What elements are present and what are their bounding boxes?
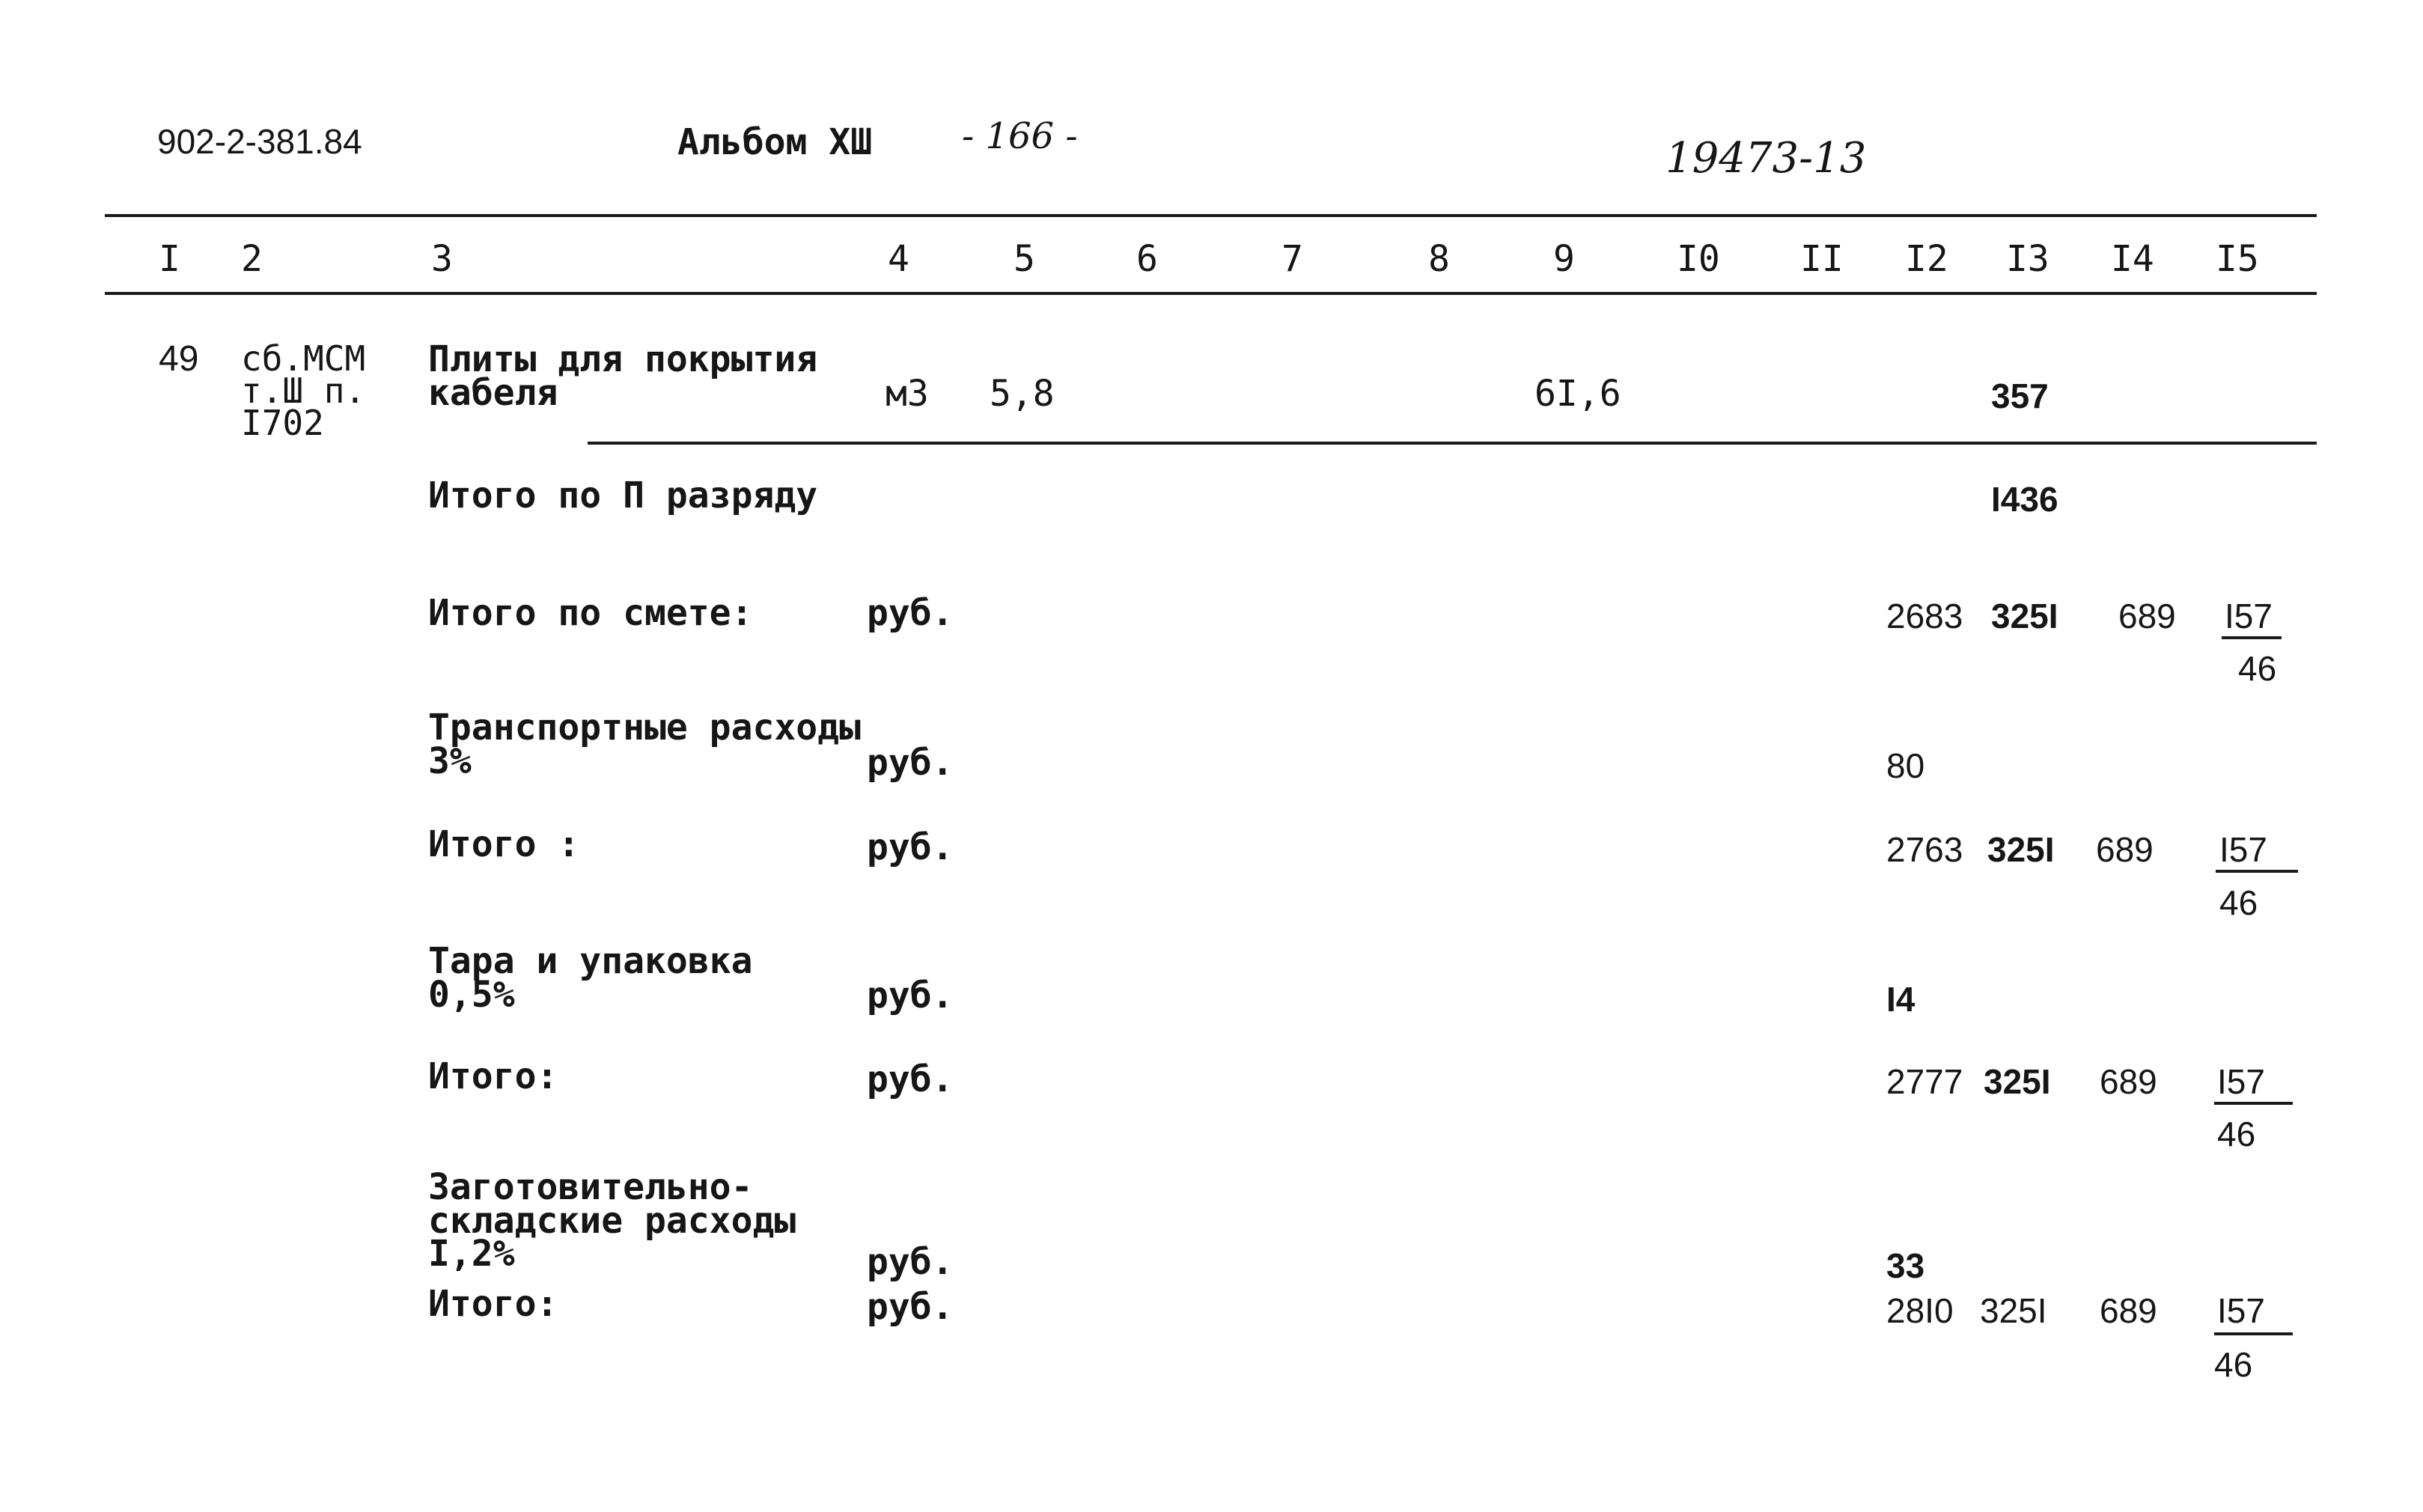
row-col13-value: 325I: [1991, 597, 2058, 635]
fraction-bar: [2222, 636, 2282, 639]
row-col12-value: 2777: [1886, 1062, 1963, 1101]
row-unit: руб.: [867, 742, 954, 784]
row-col13-value: 325I: [1980, 1291, 2047, 1330]
row-label-line: Заготовительно-: [428, 1166, 753, 1208]
row-unit: руб.: [867, 592, 954, 634]
row-col15-denominator: 46: [2219, 883, 2258, 922]
row-col14-value: 689: [2100, 1291, 2157, 1330]
row-col15-denominator: 46: [2217, 1115, 2256, 1153]
col-header-13: I3: [2006, 238, 2049, 280]
header-bottom-rule: [105, 292, 2317, 295]
row-label-line: I,2%: [428, 1233, 515, 1275]
col-header-4: 4: [888, 238, 909, 280]
item-number: 49: [159, 339, 199, 379]
row-col13-value: 325I: [1987, 830, 2055, 869]
row-col14-value: 689: [2096, 830, 2154, 869]
row-col12-value: 33: [1886, 1246, 1925, 1285]
fraction-bar: [2214, 1102, 2293, 1105]
row-col15-numerator: I57: [2225, 597, 2273, 635]
row-unit: руб.: [867, 826, 954, 868]
item-source-line: т.Ш п.: [241, 370, 366, 411]
col-header-8: 8: [1428, 238, 1450, 280]
col-header-10: I0: [1677, 238, 1720, 280]
album-title: Альбом XШ: [677, 121, 873, 163]
row-label: Итого:: [428, 1283, 558, 1325]
item-col9-value: 6I,6: [1534, 373, 1621, 415]
row-col15-numerator: I57: [2217, 1062, 2265, 1101]
row-unit: руб.: [867, 1286, 954, 1328]
row-col12-value: 80: [1886, 746, 1925, 785]
item-name-line: Плиты для покрытия: [428, 338, 818, 380]
row-unit: руб.: [867, 1058, 954, 1100]
row-label-line: 0,5%: [428, 973, 515, 1016]
row-col13-value: 325I: [1984, 1062, 2051, 1101]
col-header-6: 6: [1136, 238, 1158, 280]
row-col15-numerator: I57: [2217, 1291, 2265, 1330]
item-source-line: I702: [241, 402, 324, 443]
item-col5-value: 5,8: [990, 373, 1055, 415]
col-header-12: I2: [1905, 238, 1948, 280]
row-col12-value: 2683: [1886, 597, 1963, 635]
row-col14-value: 689: [2118, 597, 2176, 635]
header-top-rule: [105, 214, 2317, 217]
row-label: [428, 1166, 796, 1275]
row-unit: руб.: [867, 975, 954, 1016]
row-col14-value: 689: [2100, 1062, 2157, 1101]
row-label-line: Транспортные расходы: [428, 707, 861, 749]
document-code: 902-2-381.84: [157, 122, 362, 161]
col-header-11: II: [1800, 238, 1844, 280]
row-label: [428, 707, 861, 782]
row-label: Итого :: [428, 823, 580, 865]
row-label: Итого по смете:: [428, 592, 753, 634]
handwritten-reference-number: 19473-13: [1665, 134, 1867, 183]
row-col15-denominator: 46: [2214, 1345, 2253, 1384]
col-header-3: 3: [431, 238, 453, 280]
col-header-7: 7: [1281, 238, 1303, 280]
page-number: - 166 -: [962, 115, 1078, 157]
row-col12-value: 28I0: [1886, 1291, 1954, 1330]
row-label-line: 3%: [428, 740, 472, 782]
row-label: Итого:: [428, 1055, 558, 1097]
item-name-line: кабеля: [428, 371, 558, 414]
item-source-line: сб.МСМ: [241, 338, 366, 379]
item-name: [428, 338, 818, 414]
fraction-bar: [2214, 1332, 2293, 1335]
row-col12-value: 2763: [1886, 830, 1963, 869]
col-header-14: I4: [2111, 238, 2154, 280]
subtotal-col13-value: I436: [1991, 480, 2058, 519]
subtotal-label: Итого по П разряду: [428, 475, 818, 516]
row-label-line: Тара и упаковка: [428, 940, 753, 982]
col-header-9: 9: [1553, 238, 1575, 280]
item-unit: м3: [886, 373, 929, 415]
row-unit: руб.: [867, 1241, 954, 1283]
item-separator-rule: [588, 442, 2317, 445]
col-header-2: 2: [241, 238, 263, 280]
item-source-reference: [241, 338, 366, 443]
fraction-bar: [2216, 870, 2298, 873]
row-col12-value: I4: [1886, 980, 1915, 1019]
row-label: [428, 940, 753, 1016]
row-col15-numerator: I57: [2219, 830, 2267, 869]
col-header-5: 5: [1014, 238, 1035, 280]
row-col15-denominator: 46: [2238, 649, 2277, 688]
col-header-15: I5: [2216, 238, 2259, 280]
row-label-line: складские расходы: [428, 1199, 796, 1242]
item-col13-value: 357: [1991, 377, 2049, 415]
col-header-1: I: [159, 238, 180, 280]
